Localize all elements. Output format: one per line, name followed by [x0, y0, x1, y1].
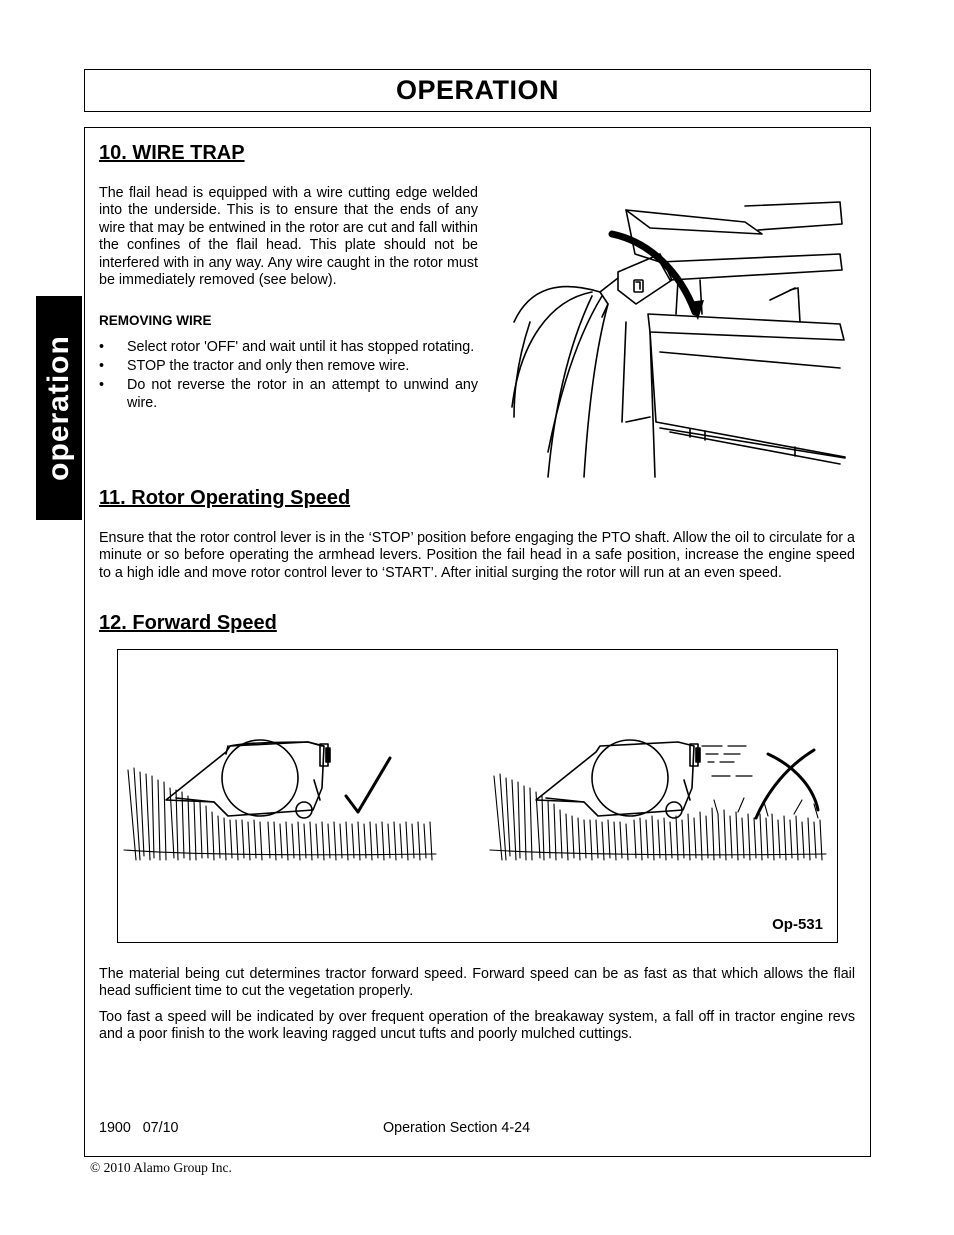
figure-label: Op-531 — [772, 916, 823, 933]
rotor-speed-paragraph: Ensure that the rotor control lever is in the ‘STOP’ position before engaging the PTO shaft. Allow the oil to circulate for a minute or so before operating the armhead levers. Position the fail head in a safe position, increase the engine speed to a high idle and move rotor control lever to ‘START’. After initial surging the rotor will run at an even speed. — [99, 530, 855, 581]
side-section-tab — [36, 296, 82, 520]
copyright-notice: © 2010 Alamo Group Inc. — [90, 1160, 232, 1175]
forward-speed-heading: 12. Forward Speed — [99, 612, 277, 634]
rotor-speed-heading: 11. Rotor Operating Speed — [99, 487, 351, 509]
footer-model-date: 1900 07/10 — [99, 1120, 179, 1136]
page-header — [84, 69, 871, 112]
forward-speed-paragraph-2: Too fast a speed will be indicated by over frequent operation of the breakaway system, a fall off in tractor engine revs and a poor finish to the work leaving ragged uncut tufts and poorly mulched cuttings. — [99, 1009, 855, 1043]
flail-head-underside-illustration — [500, 192, 850, 482]
footer-section-page: Operation Section 4-24 — [383, 1120, 531, 1136]
removing-wire-list — [99, 338, 478, 413]
wire-trap-paragraph: The flail head is equipped with a wire cutting edge welded into the underside. This is to ensure that the ends of any wire that may be entwined in the rotor are cut and fall within the confines of the flail head. This plate should not be interfered with in any way. Any wire caught in the rotor must be immediately removed (see below). — [99, 185, 478, 289]
list-item: • Select rotor 'OFF' and wait until it has stopped rotating. — [99, 339, 475, 355]
list-item: • Do not reverse the rotor in an attempt to unwind any wire. — [99, 377, 478, 411]
forward-speed-figure — [117, 649, 838, 943]
side-tab-label: operation — [42, 335, 76, 481]
removing-wire-subheading: REMOVING WIRE — [99, 313, 212, 328]
wire-trap-heading: 10. WIRE TRAP — [99, 142, 245, 164]
list-item: • STOP the tractor and only then remove wire. — [99, 358, 410, 374]
forward-speed-paragraph-1: The material being cut determines tractor forward speed. Forward speed can be as fast as that which allows the flail head sufficient time to cut the vegetation properly. — [99, 966, 855, 1000]
header-title: OPERATION — [395, 75, 559, 105]
flail-mower-speed-illustration — [118, 650, 838, 943]
